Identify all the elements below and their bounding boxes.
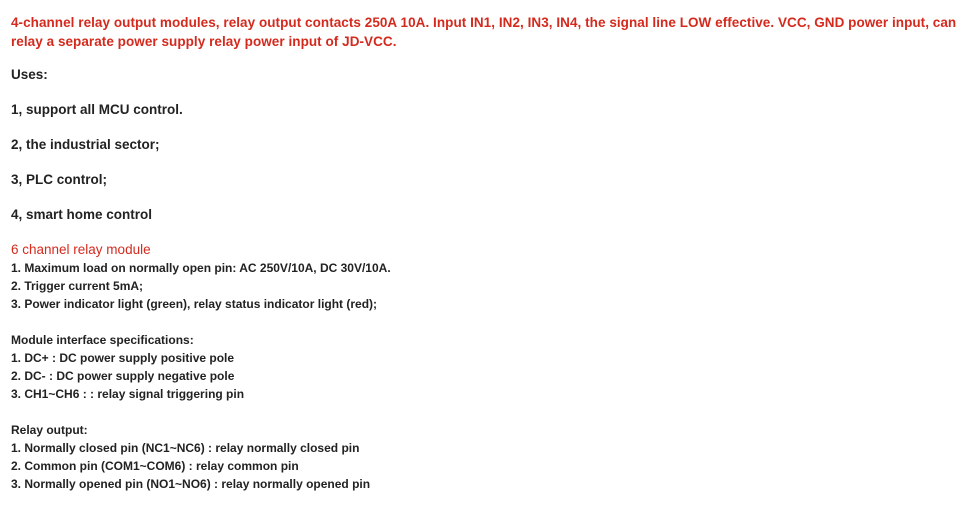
relay-output-item-2: 2. Common pin (COM1~COM6) : relay common pin — [11, 459, 299, 473]
module-spec-1: 1. Maximum load on normally open pin: AC 250V/10A, DC 30V/10A. — [11, 261, 391, 275]
interface-item-3: 3. CH1~CH6 : : relay signal triggering pin — [11, 387, 245, 401]
module-spec-3: 3. Power indicator light (green), relay status indicator light (red); — [11, 297, 378, 311]
uses-item-3: 3, PLC control; — [11, 172, 108, 187]
intro-line-2: relay a separate power supply relay power input of JD-VCC. — [11, 34, 397, 49]
interface-item-2: 2. DC- : DC power supply negative pole — [11, 369, 235, 383]
interface-title: Module interface specifications: — [11, 333, 194, 347]
relay-output-item-1: 1. Normally closed pin (NC1~NC6) : relay normally closed pin — [11, 441, 360, 455]
intro-line-1: 4-channel relay output modules, relay output contacts 250A 10A. Input IN1, IN2, IN3, IN4, the signal line LOW effective. VCC, GND power input, can — [11, 15, 957, 30]
module-spec-2: 2. Trigger current 5mA; — [11, 279, 144, 293]
relay-output-title: Relay output: — [11, 423, 88, 437]
uses-item-1: 1, support all MCU control. — [11, 102, 183, 117]
relay-output-item-3: 3. Normally opened pin (NO1~NO6) : relay normally opened pin — [11, 477, 371, 491]
uses-item-2: 2, the industrial sector; — [11, 137, 160, 152]
interface-item-1: 1. DC+ : DC power supply positive pole — [11, 351, 235, 365]
module-title: 6 channel relay module — [11, 242, 151, 257]
uses-title: Uses: — [11, 67, 48, 82]
uses-item-4: 4, smart home control — [11, 207, 153, 222]
